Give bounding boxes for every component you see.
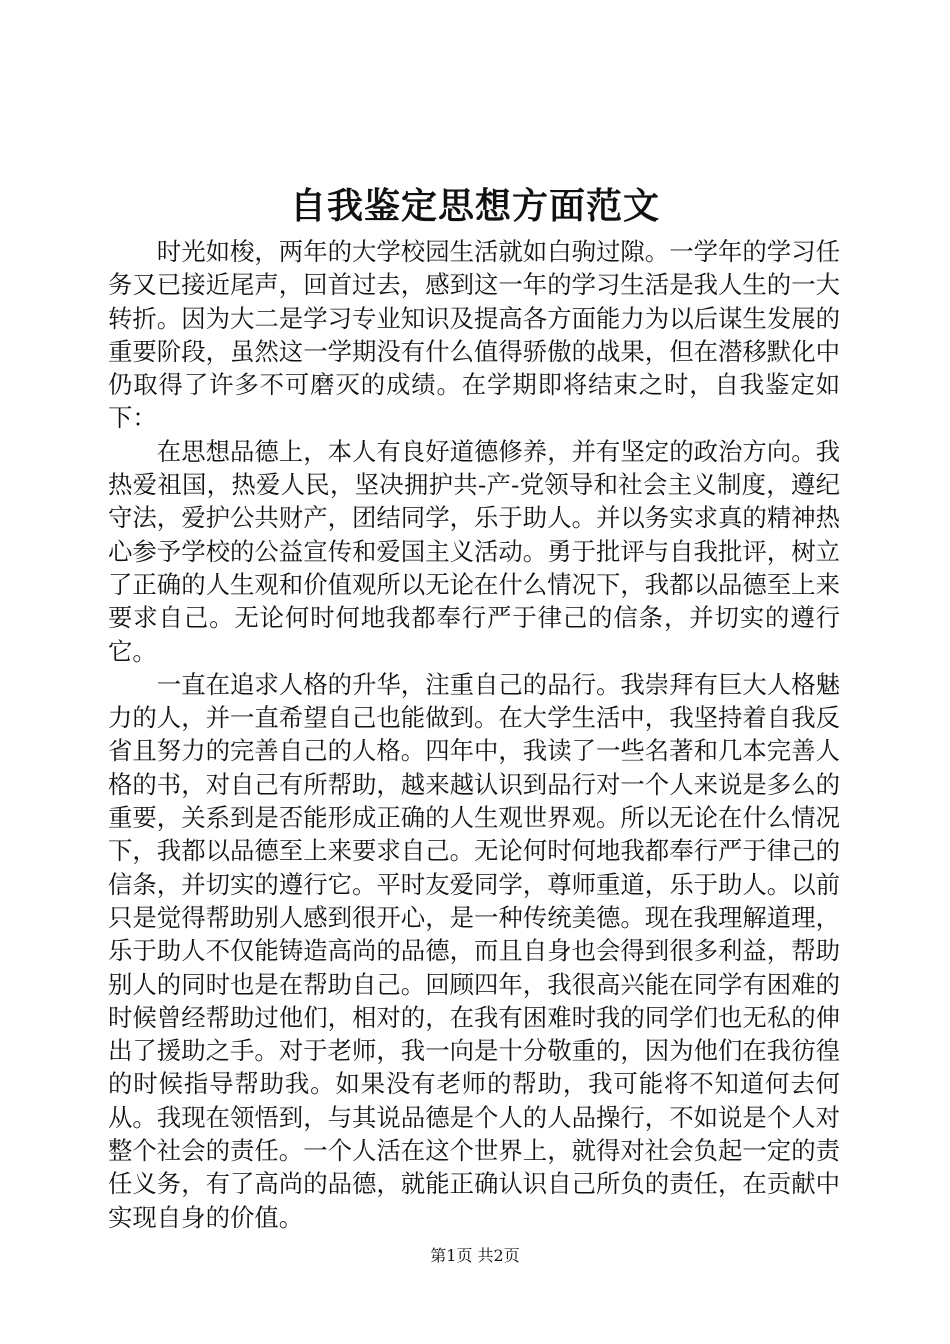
page-number-footer: 第1页 共2页 [430,1246,520,1265]
paragraph-intro: 时光如梭，两年的大学校园生活就如白驹过隙。一学年的学习任务又已接近尾声，回首过去，感到这一年的学习生活是我人生的一大转折。因为大二是学习专业知识及提高各方面能力为以后谋生发展的重要阶段，虽然这一学期没有什么值得骄傲的战果，但在潜移默化中仍取得了许多不可磨灭的成绩。在学期即将结束之时，自我鉴定如下： [108,237,840,433]
document-body [108,235,840,1234]
paragraph-moral-character: 在思想品德上，本人有良好道德修养，并有坚定的政治方向。我热爱祖国，热爱人民，坚决拥护共-产-党领导和社会主义制度，遵纪守法，爱护公共财产，团结同学，乐于助人。并以务实求真的精神热心参予学校的公益宣传和爱国主义活动。勇于批评与自我批评，树立了正确的人生观和价值观所以无论在什么情况下，我都以品德至上来要求自己。无论何时何地我都奉行严于律己的信条，并切实的遵行它。 [108,436,840,666]
document-title: 自我鉴定思想方面范文 [289,185,660,227]
paragraph-personality: 一直在追求人格的升华，注重自己的品行。我崇拜有巨大人格魅力的人，并一直希望自己也能做到。在大学生活中，我坚持着自我反省且努力的完善自己的人格。四年中，我读了一些名著和几本完善人格的书，对自己有所帮助，越来越认识到品行对一个人来说是多么的重要，关系到是否能形成正确的人生观世界观。所以无论在什么情况下，我都以品德至上来要求自己。无论何时何地我都奉行严于律己的信条，并切实的遵行它。平时友爱同学，尊师重道，乐于助人。以前只是觉得帮助别人感到很开心，是一种传统美德。现在我理解道理，乐于助人不仅能铸造高尚的品德，而且自身也会得到很多利益，帮助别人的同时也是在帮助自己。回顾四年，我很高兴能在同学有困难的时候曾经帮助过他们，相对的，在我有困难时我的同学们也无私的伸出了援助之手。对于老师，我一向是十分敬重的，因为他们在我彷徨的时候指导帮助我。如果没有老师的帮助，我可能将不知道何去何从。我现在领悟到，与其说品德是个人的人品操行，不如说是个人对整个社会的责任。一个人活在这个世界上，就得对社会负起一定的责任义务，有了高尚的品德，就能正确认识自己所负的责任，在贡献中实现自身的价值。 [108,669,840,1232]
